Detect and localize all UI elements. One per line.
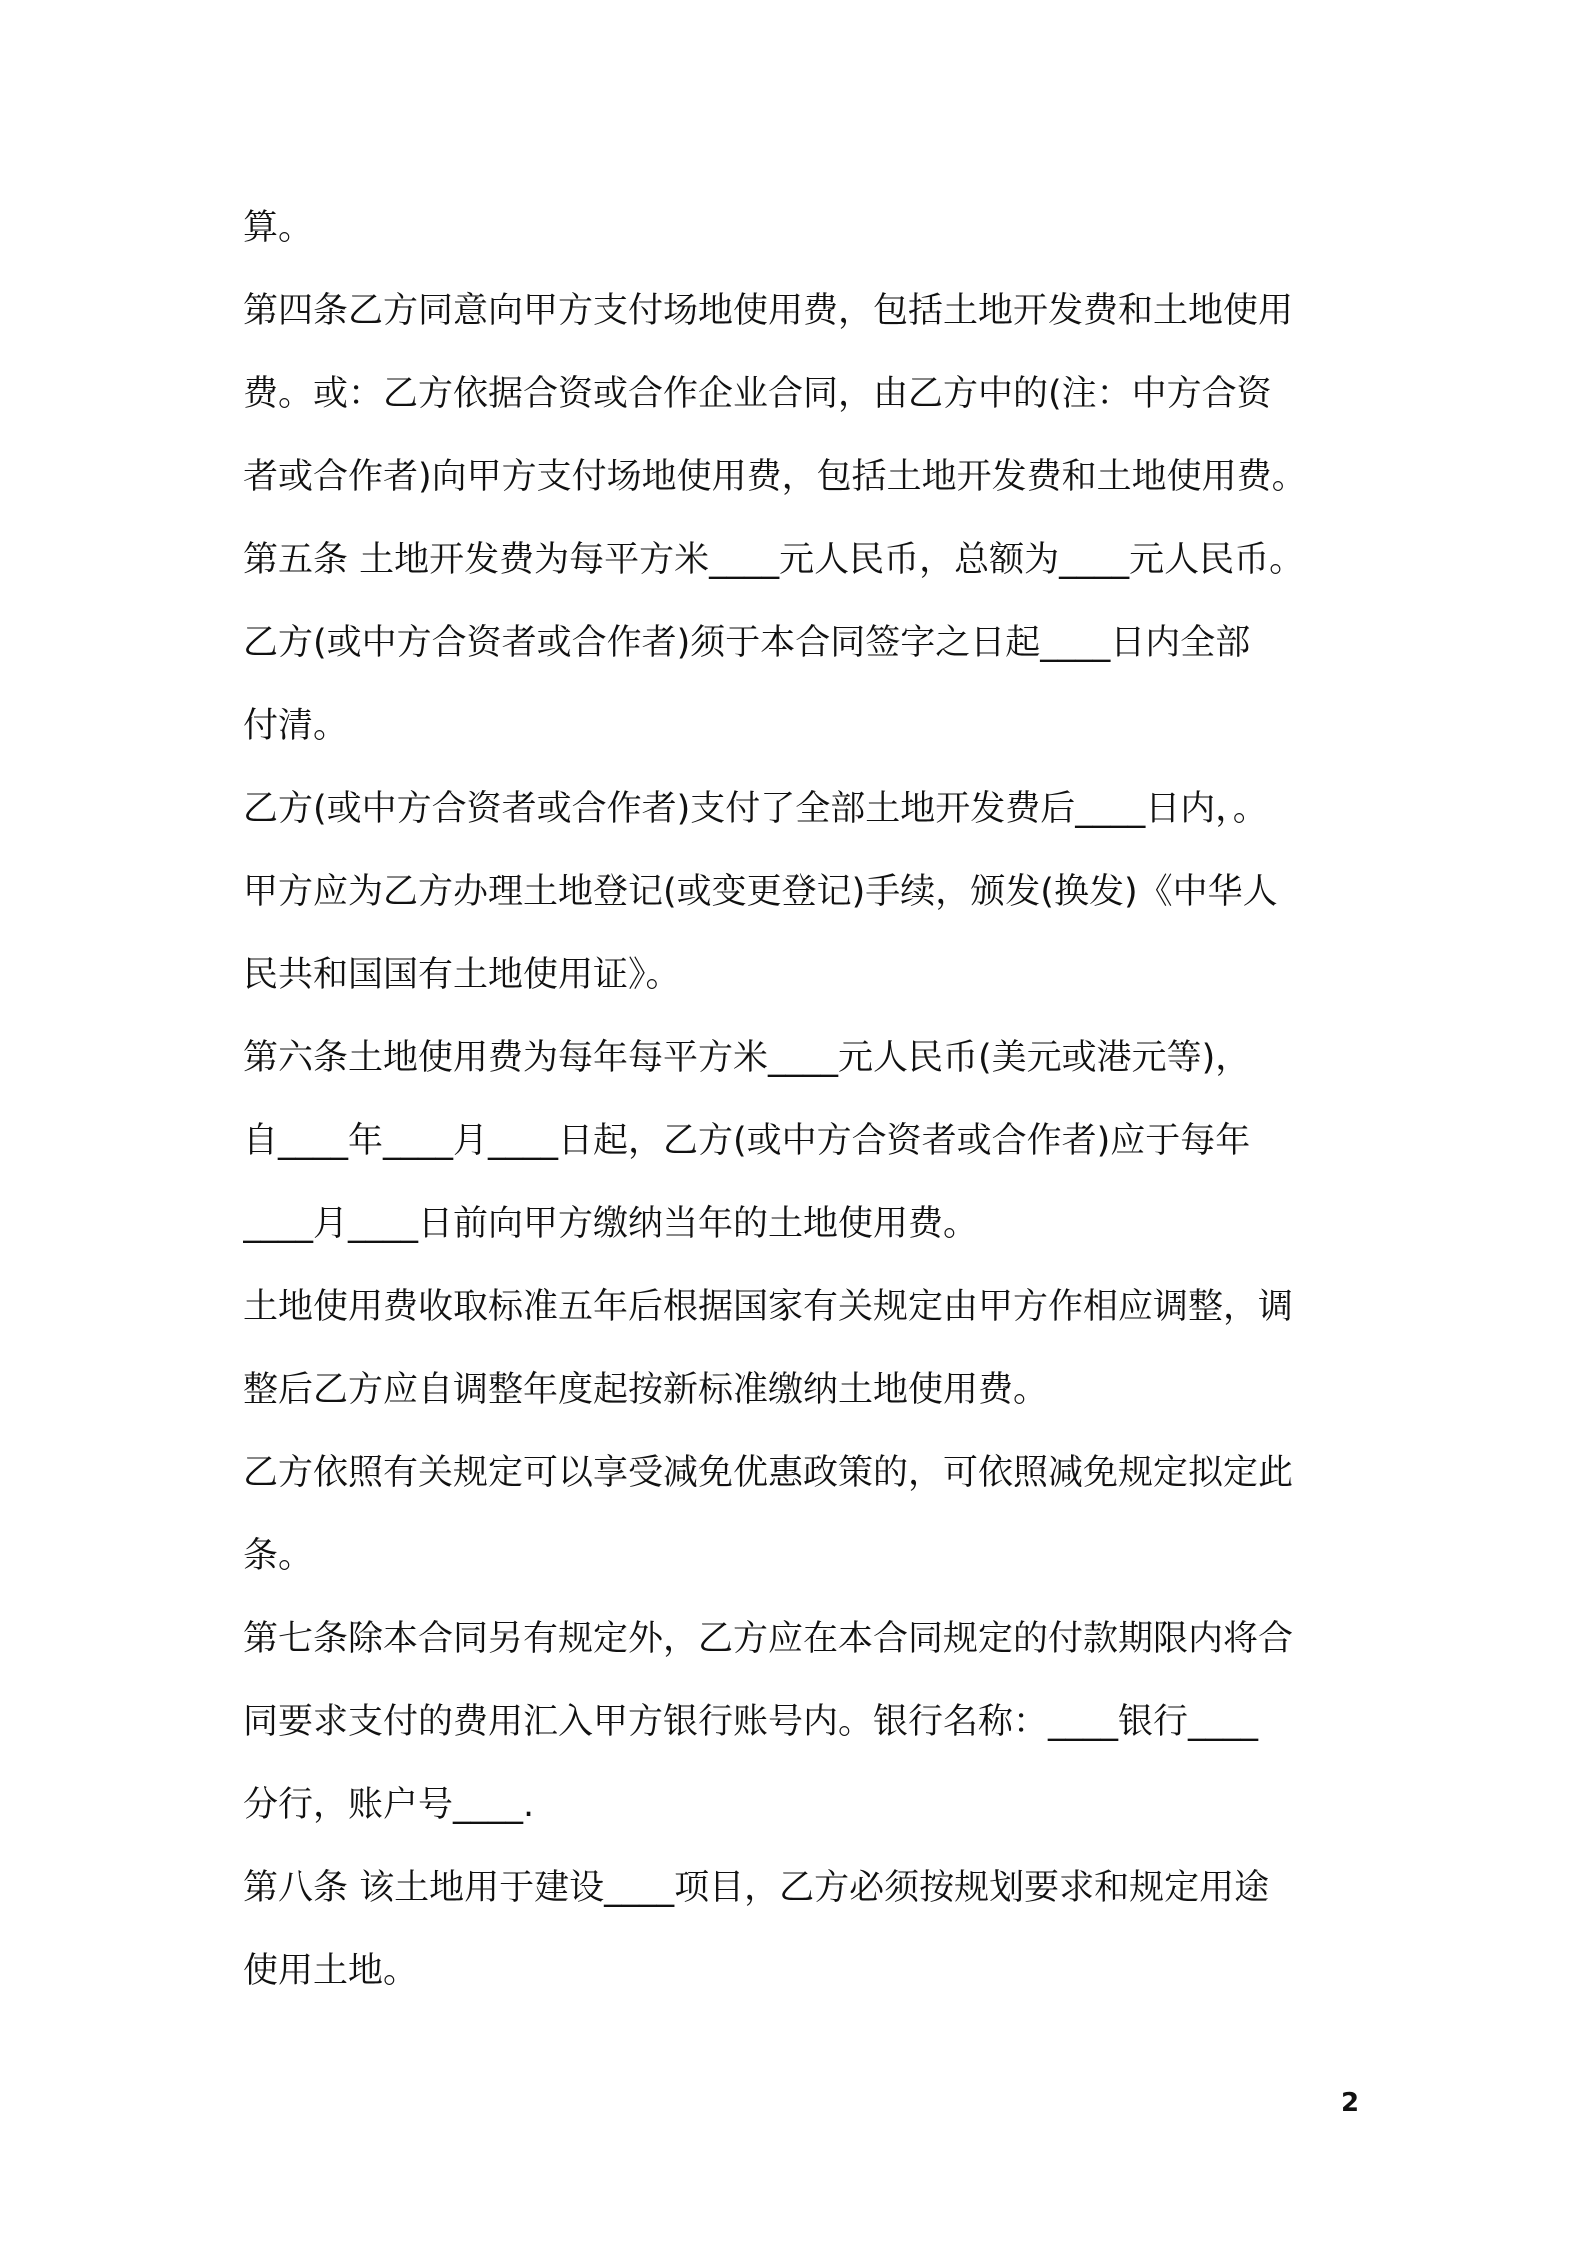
text-line: 乙方(或中方合资者或合作者)须于本合同签字之日起____日内全部 <box>243 623 1251 663</box>
text-line: 费。或：乙方依据合资或合作企业合同，由乙方中的(注：中方合资 <box>243 374 1272 414</box>
text-line: 条。 <box>243 1536 314 1576</box>
text-line: 甲方应为乙方办理土地登记(或变更登记)手续，颁发(换发)《中华人 <box>243 872 1278 912</box>
text-line: 同要求支付的费用汇入甲方银行账号内。银行名称：____银行____ <box>243 1702 1259 1742</box>
text-line: 第五条 土地开发费为每平方米____元人民币，总额为____元人民币。 <box>243 540 1305 580</box>
text-line: 乙方(或中方合资者或合作者)支付了全部土地开发费后____日内，。 <box>243 789 1268 829</box>
text-line: 土地使用费收取标准五年后根据国家有关规定由甲方作相应调整，调 <box>243 1287 1294 1327</box>
text-line: 分行，账户号____. <box>243 1785 535 1825</box>
page-number: 2 <box>1340 2088 1360 2118</box>
text-line: 使用土地。 <box>243 1951 419 1991</box>
text-line: 第八条 该土地用于建设____项目，乙方必须按规划要求和规定用途 <box>243 1868 1270 1908</box>
text-line: 自____年____月____日起，乙方(或中方合资者或合作者)应于每年 <box>243 1121 1251 1161</box>
text-line: 乙方依照有关规定可以享受减免优惠政策的，可依照减免规定拟定此 <box>243 1453 1294 1493</box>
text-line: 整后乙方应自调整年度起按新标准缴纳土地使用费。 <box>243 1370 1049 1410</box>
text-line: 算。 <box>243 208 314 248</box>
text-line: 第六条土地使用费为每年每平方米____元人民币(美元或港元等)， <box>243 1038 1251 1078</box>
text-line: 第七条除本合同另有规定外，乙方应在本合同规定的付款期限内将合 <box>243 1619 1294 1659</box>
text-line: ____月____日前向甲方缴纳当年的土地使用费。 <box>243 1204 979 1244</box>
text-line: 民共和国国有土地使用证》。 <box>243 955 681 995</box>
text-line: 付清。 <box>243 706 349 746</box>
text-line: 者或合作者)向甲方支付场地使用费，包括土地开发费和土地使用费。 <box>243 457 1307 497</box>
text-line: 第四条乙方同意向甲方支付场地使用费，包括土地开发费和土地使用 <box>243 291 1294 331</box>
